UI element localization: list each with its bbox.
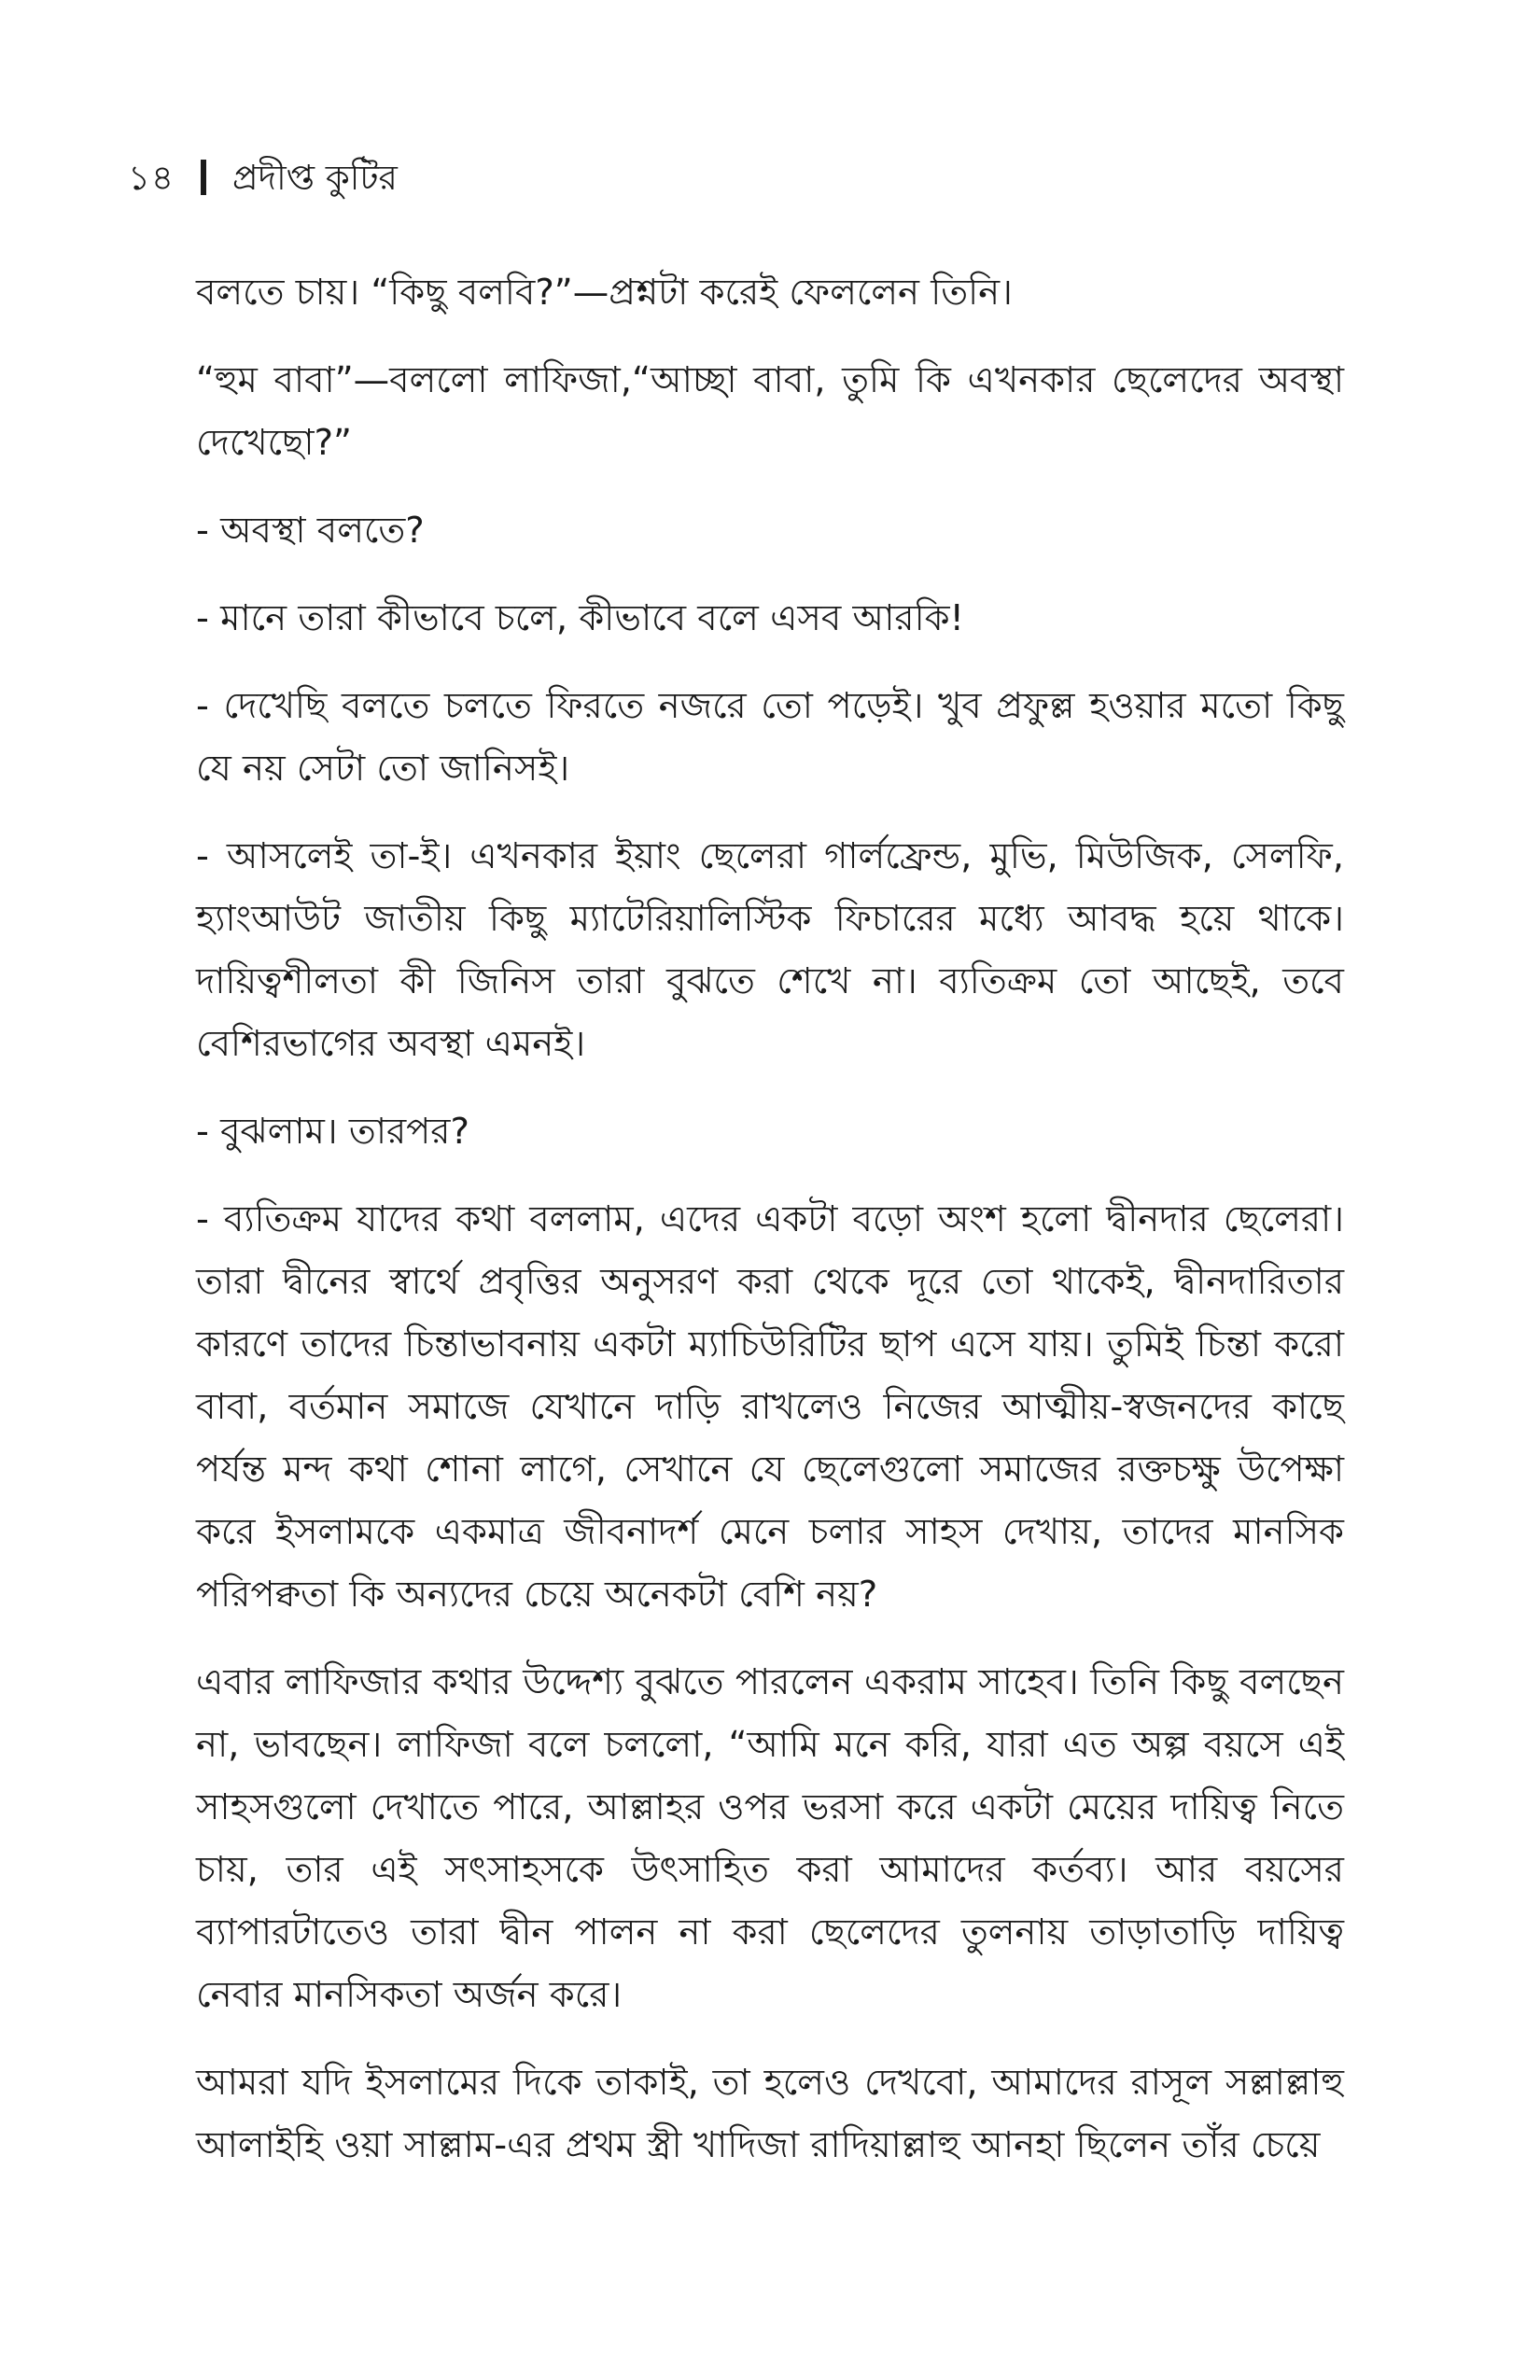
page-number: ১৪ bbox=[128, 157, 175, 198]
header-divider bbox=[201, 160, 206, 195]
paragraph: “হুম বাবা”—বললো লাফিজা,“আচ্ছা বাবা, তুমি কি এখনকার ছেলেদের অবস্থা দেখেছো?” bbox=[196, 359, 1344, 464]
paragraph: এবার লাফিজার কথার উদ্দেশ্য বুঝতে পারলেন একরাম সাহেব। তিনি কিছু বলছেন না, ভাবছেন। লাফিজা বলে চললো, “আমি মনে করি, যারা এত অল্প বয়সে এই সাহসগুলো দেখাতে পারে, আল্লাহর ওপর ভরসা করে একটা মেয়ের দায়িত্ব নিতে চায়, তার এই সৎসাহসকে উৎসাহিত করা আমাদের কর্তব্য। আর বয়সের ব্যাপারটাতেও তারা দ্বীন পালন না করা ছেলেদের তুলনায় তাড়াতাড়ি দায়িত্ব নেবার মানসিকতা অর্জন করে। bbox=[196, 1661, 1344, 2016]
paragraph: বলতে চায়। “কিছু বলবি?”—প্রশ্নটা করেই ফেললেন তিনি। bbox=[196, 272, 1013, 314]
paragraph: - মানে তারা কীভাবে চলে, কীভাবে বলে এসব আরকি! bbox=[196, 597, 964, 639]
paragraph: আমরা যদি ইসলামের দিকে তাকাই, তা হলেও দেখবো, আমাদের রাসূল সল্লাল্লাহু আলাইহি ওয়া সাল্লাম-এর প্রথম স্ত্রী খাদিজা রাদিয়াল্লাহু আনহা ছিলেন তাঁর চেয়ে bbox=[196, 2062, 1344, 2166]
paragraph: - ব্যতিক্রম যাদের কথা বললাম, এদের একটা বড়ো অংশ হলো দ্বীনদার ছেলেরা। তারা দ্বীনের স্বার্থে প্রবৃত্তির অনুসরণ করা থেকে দূরে তো থাকেই, দ্বীনদারিতার কারণে তাদের চিন্তাভাবনায় একটা ম্যাচিউরিটির ছাপ এসে যায়। তুমিই চিন্তা করো বাবা, বর্তমান সমাজে যেখানে দাড়ি রাখলেও নিজের আত্মীয়-স্বজনদের কাছে পর্যন্ত মন্দ কথা শোনা লাগে, সেখানে যে ছেলেগুলো সমাজের রক্তচক্ষু উপেক্ষা করে ইসলামকে একমাত্র জীবনাদর্শ মেনে চলার সাহস দেখায়, তাদের মানসিক পরিপক্বতা কি অন্যদের চেয়ে অনেকটা বেশি নয়? bbox=[196, 1198, 1344, 1616]
paragraph: - অবস্থা বলতে? bbox=[196, 510, 425, 552]
running-header bbox=[128, 140, 398, 215]
paragraph: - দেখেছি বলতে চলতে ফিরতে নজরে তো পড়েই। খুব প্রফুল্ল হওয়ার মতো কিছু যে নয় সেটা তো জানিসই। bbox=[196, 685, 1344, 790]
book-title: প্রদীপ্ত কুটির bbox=[232, 157, 398, 198]
paragraph: - আসলেই তা-ই। এখনকার ইয়াং ছেলেরা গার্লফ্রেন্ড, মুভি, মিউজিক, সেলফি, হ্যাংআউট জাতীয় কিছু ম্যাটেরিয়ালিস্টিক ফিচারের মধ্যে আবদ্ধ হয়ে থাকে। দায়িত্বশীলতা কী জিনিস তারা বুঝতে শেখে না। ব্যতিক্রম তো আছেই, তবে বেশিরভাগের অবস্থা এমনই। bbox=[196, 835, 1344, 1065]
paragraph: - বুঝলাম। তারপর? bbox=[196, 1111, 469, 1153]
body-text bbox=[196, 261, 1344, 2202]
